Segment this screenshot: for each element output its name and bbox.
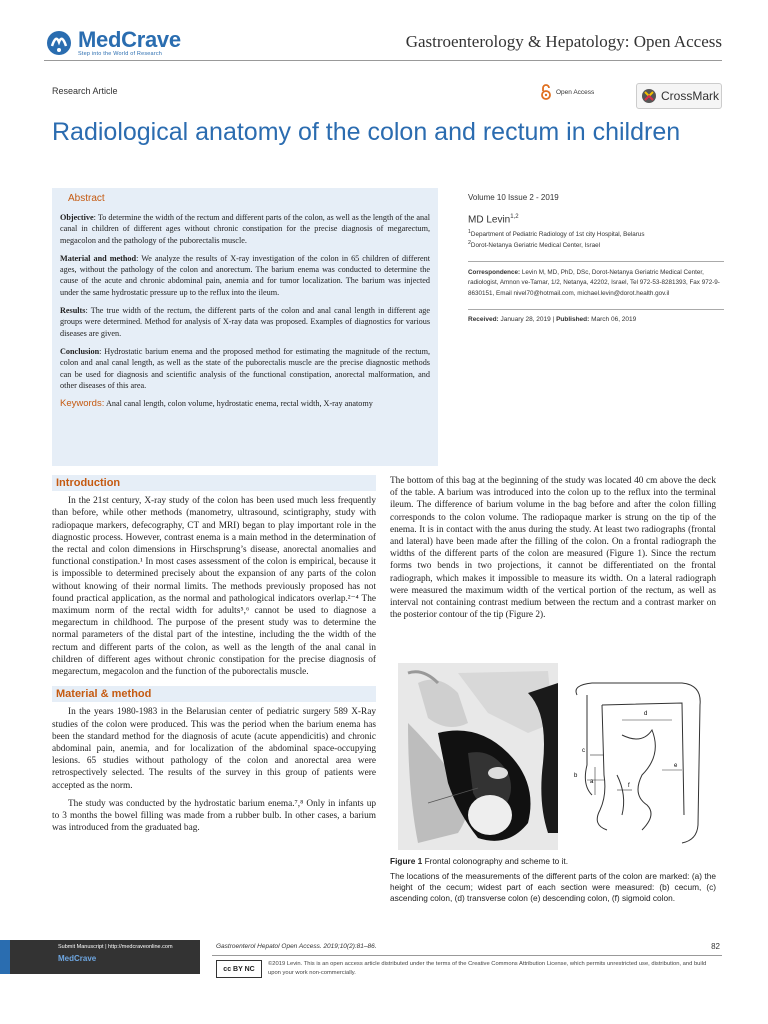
- intro-paragraph: In the 21st century, X-ray study of the colon has been used much less frequently than before, while other methods (manometry, ultrasound, scintigraphy, study with radiopaque markers, defecography, CT and MRI) began to play important role in the diagnostic process. However, contrast enema is a main method in the determination of the rectal and colon dimensions in Hirschsprung’s disease, anorectal anomalies and functional constipation.¹ In most cases assessment of the colon is empirical, because it is impossible to determined precisely about the expansion of any parts of the colon without knowing of their normal limits. The methods previously proposed has not found practical application, as the normal and pathological indicators overlap.²⁻⁴ The maximum norm of the rectal width for adults⁵,⁶ cannot be used to diagnose a megarectum in childhood. The purpose of the present study was to determine the normal parameters of the distal part of the intestine, including the the width of the rectum and different parts of the colon, as well as the length of the anal canal in children of different ages without chronic constipation for the precise diagnosis of megarectum, megacolon and the function of the puborectalis muscle.: [52, 496, 376, 678]
- open-access-label: Open Access: [556, 88, 595, 96]
- abstract-keywords: Keywords: Anal canal length, colon volume, hydrostatic enema, rectal width, X-ray anatomy: [60, 398, 373, 410]
- creative-commons-icon[interactable]: cc BY NC: [216, 960, 262, 978]
- article-type: Research Article: [52, 86, 118, 96]
- abstract-heading: Abstract: [68, 193, 105, 204]
- scheme-label-d: d: [644, 711, 648, 717]
- header-divider: [44, 60, 722, 61]
- abstract-method: Material and method: We analyze the results of X-ray investigation of the colon in 65 children of different ages, without the pathology of the colon and anorectum. The barium enema was conducted to determine the cause of the acute and chronic abdominal pain, anemia and for tumor localization. The barium was injected under the same hydrostatic pressure up to the reflux into the ileum.: [60, 253, 430, 297]
- article-title: Radiological anatomy of the colon and rectum in children: [52, 118, 681, 146]
- crossmark-button[interactable]: [636, 83, 722, 109]
- submit-manuscript-link[interactable]: Submit Manuscript | http://medcraveonline.com: [58, 944, 173, 950]
- scheme-label-e: e: [674, 763, 678, 769]
- crossmark-label: CrossMark: [661, 89, 720, 103]
- correspondence: Correspondence: Levin M, MD, PhD, DSc, Dorot-Netanya Geriatric Medical Center, radiologist, Amnon ve-Tamar, 1/2, Netanya, 42202, Israel, Tel 972-53-8281393, Fax 972-9-8630151, Email nivel70@hotmail.com, michael.levin@dorot.health.gov.il: [468, 268, 720, 297]
- scheme-label-a: a: [590, 779, 594, 785]
- colon-scheme-diagram: [562, 675, 712, 847]
- scheme-label-f: f: [628, 783, 630, 789]
- info-divider-2: [468, 309, 724, 310]
- license-text: ©2019 Levin. This is an open access article distributed under the terms of the Creative Commons Attribution License, which permits unrestricted use, distribution, and build upon your work non-commercially.: [268, 961, 707, 976]
- journal-title: Gastroenterology & Hepatology: Open Access: [405, 32, 722, 51]
- right-column-paragraph: The bottom of this bag at the beginning of the study was located 40 cm above the deck of the table. A barium was introduced into the colon up to the reflux into the terminal ileum. The difference of barium volume in the bag before and after the colon filling corresponds to the colon volume. The radiopaque marker is strung on the tip of the enema. It is in contact with the anus during the study. At least two radiographs (frontal and lateral) have been made after the filling of the colon. On a frontal radiograph the widths of the different parts of the colon are measured (Figure 1). Since the rectum forms two bends in two projections, it cannot be differentiated on the frontal radiograph, which makes it impossible to measure its width. On a lateral radiograph were measured the maximum width of the vertical portion of the rectum, as well as interval not containing contrast medium between the rectum and a contrast marker on the posterior contour of the tip (Figure 2).: [390, 476, 716, 621]
- affiliation-2: $^2$Dorot-Netanya Geriatric Medical Center, Israel: [468, 240, 601, 250]
- abstract-objective: Objective: To determine the width of the rectum and different parts of the colon, as well as the length of the anal canal in children of different ages without chronic constipation for the precise diagnosis of megarectum, megacolon and the pathology of the puborectalis muscle.: [60, 213, 430, 245]
- open-access-badge[interactable]: [540, 84, 594, 100]
- medcrave-logo[interactable]: [44, 28, 181, 58]
- footer-divider: [212, 955, 722, 956]
- scheme-label-c: c: [582, 748, 585, 754]
- volume-info: Volume 10 Issue 2 - 2019: [468, 193, 559, 202]
- method-paragraph-1: In the years 1980-1983 in the Belarusian center of pediatric surgery 589 X-Ray studies of the colon were produced. This was the period when the barium enema has been the standard method for the diagnosis of acute (acute appendicitis) and chronic abdominal pain, anemia, and for localization of the abdominal space-occupying lesions. 65 studies without pathology of the colon and anorectal area were retrospectively selected. The results of the survey in this group of patients were accepted as the norm.: [52, 707, 376, 791]
- citation: Gastroenterol Hepatol Open Access. 2019;10(2):81‒86.: [216, 943, 377, 950]
- footer-logo: MedCrave: [58, 954, 97, 963]
- article-info: [468, 193, 724, 323]
- abstract-box: [52, 188, 438, 466]
- footer-accent: [0, 940, 10, 974]
- body-column-right: [390, 475, 716, 621]
- logo-name: MedCrave: [78, 27, 181, 52]
- author-name: MD Levin$^{1,2}$: [468, 214, 519, 226]
- body-column-left: [52, 475, 376, 834]
- introduction-heading: Introduction: [52, 475, 376, 491]
- affiliation-1: $^1$Department of Pediatric Radiology of 1st city Hospital, Belarus: [468, 229, 645, 239]
- open-access-icon: [540, 84, 552, 100]
- figure-description: The locations of the measurements of the different parts of the colon are marked: (a) the height of the cecum; widest part of each section were measured: (b) cecum, (c) ascending colon, (d) transverse colon (e) descending colon, (f) sigmoid colon.: [390, 871, 716, 903]
- license-block: [216, 960, 708, 978]
- crossmark-icon: [641, 88, 657, 104]
- figure-caption: Figure 1 Frontal colonography and scheme to it. The locations of the measurements of the different parts of the colon are marked: (a) the height of the cecum; widest part of each section were measured: (b) cecum, (c) ascending colon, (d) transverse colon (e) descending colon, (f) sigmoid colon.: [390, 856, 716, 903]
- article-dates: Received: January 28, 2019 | Published: March 06, 2019: [468, 316, 637, 324]
- method-heading: Material & method: [52, 686, 376, 702]
- abstract-conclusion: Conclusion: Hydrostatic barium enema and the proposed method for estimating the magnitude of the rectum, colon and anal canal length, as well as the state of the puborectalis muscle are the precise diagnostic methods can be used for diagnosis and scientific analysis of the functional constipation, anorectal malformation, and other diseases of this area.: [60, 346, 430, 390]
- medcrave-logo-icon: [44, 28, 74, 58]
- scheme-label-b: b: [574, 773, 578, 779]
- figure-1: [390, 663, 716, 853]
- info-divider: [468, 261, 724, 262]
- abstract-results: Results: The true width of the rectum, the different parts of the colon and anal canal length in different age groups were determined. Method for analysis of X-ray data was proposed. Examples of diagnostics for various diseases are given.: [60, 306, 430, 338]
- method-paragraph-2: The study was conducted by the hydrostatic barium enema.⁷,⁸ Only in infants up to 3 months the bowel filling was made from a rubber bulb. In other cases, a barium was introduced from the graduated bag.: [52, 798, 376, 834]
- page-number: 82: [711, 942, 720, 951]
- logo-tagline: Step into the World of Research: [78, 51, 163, 57]
- xray-image: [398, 663, 558, 850]
